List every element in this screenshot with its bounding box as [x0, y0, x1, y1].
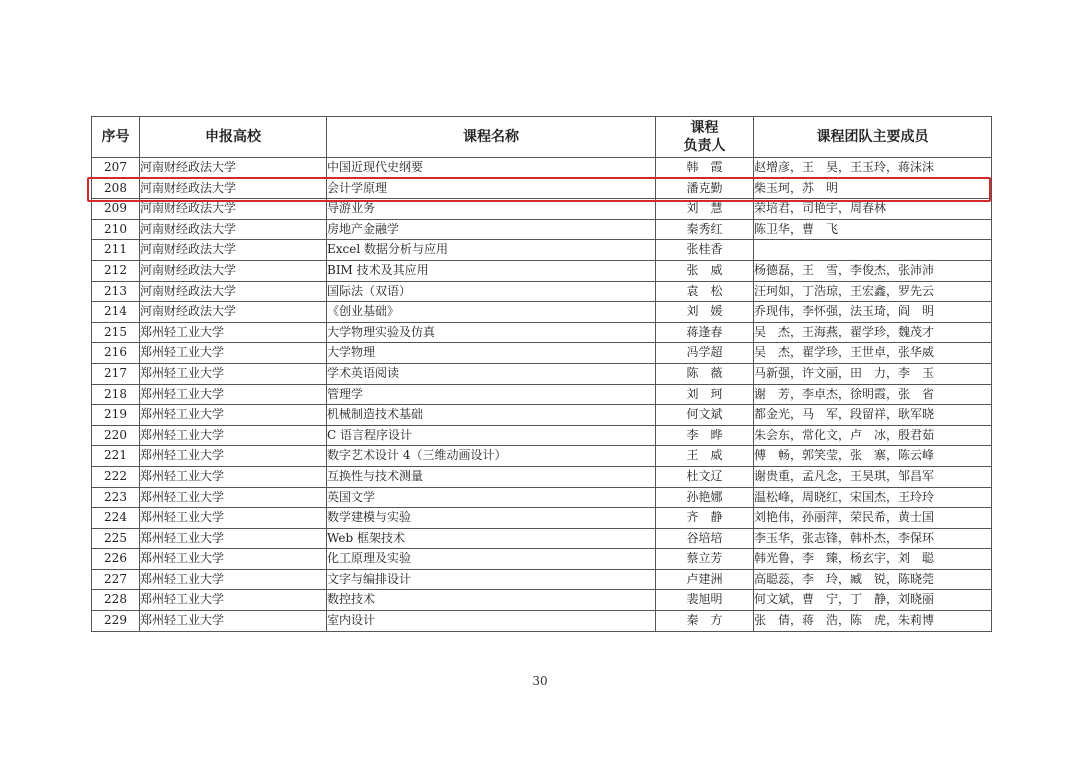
cell-team: 谢贵重，孟凡念，王昊琪，邹昌军 — [754, 466, 992, 487]
table-row — [92, 260, 992, 281]
table-row — [92, 219, 992, 240]
table-row — [92, 158, 992, 179]
cell-lead: 杜文辽 — [656, 466, 754, 487]
table-row — [92, 363, 992, 384]
header-lead — [656, 117, 754, 158]
cell-school: 郑州轻工业大学 — [140, 528, 327, 549]
cell-lead: 裴旭明 — [656, 590, 754, 611]
cell-team: 李玉华，张志锋，韩朴杰，李保环 — [754, 528, 992, 549]
cell-num: 228 — [92, 590, 140, 611]
cell-course: 文字与编排设计 — [327, 569, 656, 590]
table-row — [92, 322, 992, 343]
cell-school: 郑州轻工业大学 — [140, 384, 327, 405]
table-body — [92, 158, 992, 632]
cell-school: 郑州轻工业大学 — [140, 405, 327, 426]
cell-course: 室内设计 — [327, 611, 656, 632]
cell-lead: 卢建洲 — [656, 569, 754, 590]
cell-course: 英国文学 — [327, 487, 656, 508]
cell-course: 数控技术 — [327, 590, 656, 611]
cell-course: Web 框架技术 — [327, 528, 656, 549]
cell-course: Excel 数据分析与应用 — [327, 240, 656, 261]
cell-num: 223 — [92, 487, 140, 508]
table-row — [92, 302, 992, 323]
cell-team: 荣培君，司艳宇，周春林 — [754, 199, 992, 220]
cell-school: 郑州轻工业大学 — [140, 343, 327, 364]
cell-school: 河南财经政法大学 — [140, 199, 327, 220]
cell-course: 互换性与技术测量 — [327, 466, 656, 487]
table-row — [92, 240, 992, 261]
cell-school: 河南财经政法大学 — [140, 281, 327, 302]
cell-team: 赵增彦，王 昊，王玉玲，蒋沫沫 — [754, 158, 992, 179]
cell-num: 209 — [92, 199, 140, 220]
cell-course: 导游业务 — [327, 199, 656, 220]
cell-course: 管理学 — [327, 384, 656, 405]
table-row — [92, 466, 992, 487]
cell-school: 河南财经政法大学 — [140, 158, 327, 179]
cell-team: 高聪蕊，李 玲，臧 锐，陈晓莞 — [754, 569, 992, 590]
cell-course: 机械制造技术基础 — [327, 405, 656, 426]
cell-school: 郑州轻工业大学 — [140, 466, 327, 487]
table-row — [92, 425, 992, 446]
cell-course: 中国近现代史纲要 — [327, 158, 656, 179]
cell-lead: 蒋逢春 — [656, 322, 754, 343]
cell-num: 207 — [92, 158, 140, 179]
cell-course: 化工原理及实验 — [327, 549, 656, 570]
cell-team: 杨德磊，王 雪，李俊杰，张沛沛 — [754, 260, 992, 281]
header-lead-line2: 负责人 — [683, 138, 726, 154]
table-row — [92, 281, 992, 302]
cell-team: 吴 杰，翟学珍，王世卓，张华威 — [754, 343, 992, 364]
table-row — [92, 528, 992, 549]
cell-team: 韩光鲁，李 臻，杨玄宇，刘 聪 — [754, 549, 992, 570]
cell-num: 220 — [92, 425, 140, 446]
cell-lead: 袁 松 — [656, 281, 754, 302]
cell-lead: 潘克勤 — [656, 178, 754, 199]
cell-course: 大学物理 — [327, 343, 656, 364]
cell-lead: 何文斌 — [656, 405, 754, 426]
cell-lead: 谷培培 — [656, 528, 754, 549]
cell-school: 郑州轻工业大学 — [140, 611, 327, 632]
table-row — [92, 590, 992, 611]
cell-num: 210 — [92, 219, 140, 240]
table-row — [92, 611, 992, 632]
cell-team: 温松峰，周晓红，宋国杰，王玲玲 — [754, 487, 992, 508]
cell-course: 学术英语阅读 — [327, 363, 656, 384]
cell-school: 郑州轻工业大学 — [140, 549, 327, 570]
cell-course: 大学物理实验及仿真 — [327, 322, 656, 343]
cell-num: 208 — [92, 178, 140, 199]
cell-lead: 韩 霞 — [656, 158, 754, 179]
table-row — [92, 508, 992, 529]
cell-num: 215 — [92, 322, 140, 343]
table-row — [92, 446, 992, 467]
cell-course: 《创业基础》 — [327, 302, 656, 323]
cell-lead: 齐 静 — [656, 508, 754, 529]
cell-school: 郑州轻工业大学 — [140, 487, 327, 508]
cell-num: 218 — [92, 384, 140, 405]
cell-school: 郑州轻工业大学 — [140, 425, 327, 446]
cell-num: 219 — [92, 405, 140, 426]
cell-course: 房地产金融学 — [327, 219, 656, 240]
cell-school: 郑州轻工业大学 — [140, 590, 327, 611]
cell-course: 国际法（双语） — [327, 281, 656, 302]
cell-school: 郑州轻工业大学 — [140, 446, 327, 467]
header-course: 课程名称 — [327, 117, 656, 158]
cell-school: 河南财经政法大学 — [140, 302, 327, 323]
cell-course: 数字艺术设计 4（三维动画设计） — [327, 446, 656, 467]
page-number: 30 — [532, 674, 548, 688]
cell-school: 河南财经政法大学 — [140, 178, 327, 199]
cell-team: 乔现伟，李怀强，法玉琦，阎 明 — [754, 302, 992, 323]
cell-num: 216 — [92, 343, 140, 364]
table-row — [92, 178, 992, 199]
cell-num: 225 — [92, 528, 140, 549]
cell-num: 224 — [92, 508, 140, 529]
header-team: 课程团队主要成员 — [754, 117, 992, 158]
cell-team: 汪珂如，丁浩琼，王宏鑫，罗先云 — [754, 281, 992, 302]
cell-lead: 刘 慧 — [656, 199, 754, 220]
cell-num: 227 — [92, 569, 140, 590]
cell-num: 211 — [92, 240, 140, 261]
cell-team: 朱会东，常化文，卢 冰，殷君茹 — [754, 425, 992, 446]
cell-lead: 王 威 — [656, 446, 754, 467]
table-row — [92, 343, 992, 364]
cell-num: 213 — [92, 281, 140, 302]
cell-course: BIM 技术及其应用 — [327, 260, 656, 281]
cell-team — [754, 240, 992, 261]
header-lead-line1: 课程 — [690, 120, 719, 136]
cell-team: 柴玉珂，苏 明 — [754, 178, 992, 199]
cell-lead: 孙艳娜 — [656, 487, 754, 508]
cell-lead: 秦 方 — [656, 611, 754, 632]
cell-num: 217 — [92, 363, 140, 384]
cell-lead: 刘 媛 — [656, 302, 754, 323]
cell-num: 212 — [92, 260, 140, 281]
cell-team: 陈卫华，曹 飞 — [754, 219, 992, 240]
table-row — [92, 549, 992, 570]
cell-lead: 张桂香 — [656, 240, 754, 261]
table-row — [92, 405, 992, 426]
cell-team: 刘艳伟，孙丽萍，荣民希，黄士国 — [754, 508, 992, 529]
cell-num: 214 — [92, 302, 140, 323]
header-num: 序号 — [92, 117, 140, 158]
cell-num: 222 — [92, 466, 140, 487]
cell-school: 郑州轻工业大学 — [140, 508, 327, 529]
cell-school: 郑州轻工业大学 — [140, 322, 327, 343]
cell-course: C 语言程序设计 — [327, 425, 656, 446]
cell-course: 会计学原理 — [327, 178, 656, 199]
cell-lead: 李 晔 — [656, 425, 754, 446]
table-row — [92, 487, 992, 508]
cell-team: 马新强，许文丽，田 力，李 玉 — [754, 363, 992, 384]
cell-lead: 陈 薇 — [656, 363, 754, 384]
cell-lead: 秦秀红 — [656, 219, 754, 240]
course-table — [91, 116, 992, 632]
cell-lead: 刘 珂 — [656, 384, 754, 405]
cell-team: 谢 芳，李卓杰，徐明霞，张 省 — [754, 384, 992, 405]
table-row — [92, 569, 992, 590]
cell-team: 张 倩，蒋 浩，陈 虎，朱莉博 — [754, 611, 992, 632]
cell-team: 都金光，马 军，段留祥，耿军晓 — [754, 405, 992, 426]
cell-lead: 冯学超 — [656, 343, 754, 364]
cell-school: 河南财经政法大学 — [140, 240, 327, 261]
cell-num: 229 — [92, 611, 140, 632]
cell-team: 何文斌，曹 宁，丁 静，刘晓丽 — [754, 590, 992, 611]
table-row — [92, 199, 992, 220]
cell-school: 河南财经政法大学 — [140, 260, 327, 281]
header-school: 申报高校 — [140, 117, 327, 158]
cell-num: 221 — [92, 446, 140, 467]
cell-lead: 张 威 — [656, 260, 754, 281]
cell-team: 吴 杰，王海燕，翟学珍，魏茂才 — [754, 322, 992, 343]
cell-lead: 蔡立芳 — [656, 549, 754, 570]
cell-num: 226 — [92, 549, 140, 570]
cell-school: 河南财经政法大学 — [140, 219, 327, 240]
cell-school: 郑州轻工业大学 — [140, 569, 327, 590]
table-row — [92, 384, 992, 405]
cell-school: 郑州轻工业大学 — [140, 363, 327, 384]
table-header-row — [92, 117, 992, 158]
cell-team: 傅 畅，郭笑莹，张 寨，陈云峰 — [754, 446, 992, 467]
cell-course: 数学建模与实验 — [327, 508, 656, 529]
